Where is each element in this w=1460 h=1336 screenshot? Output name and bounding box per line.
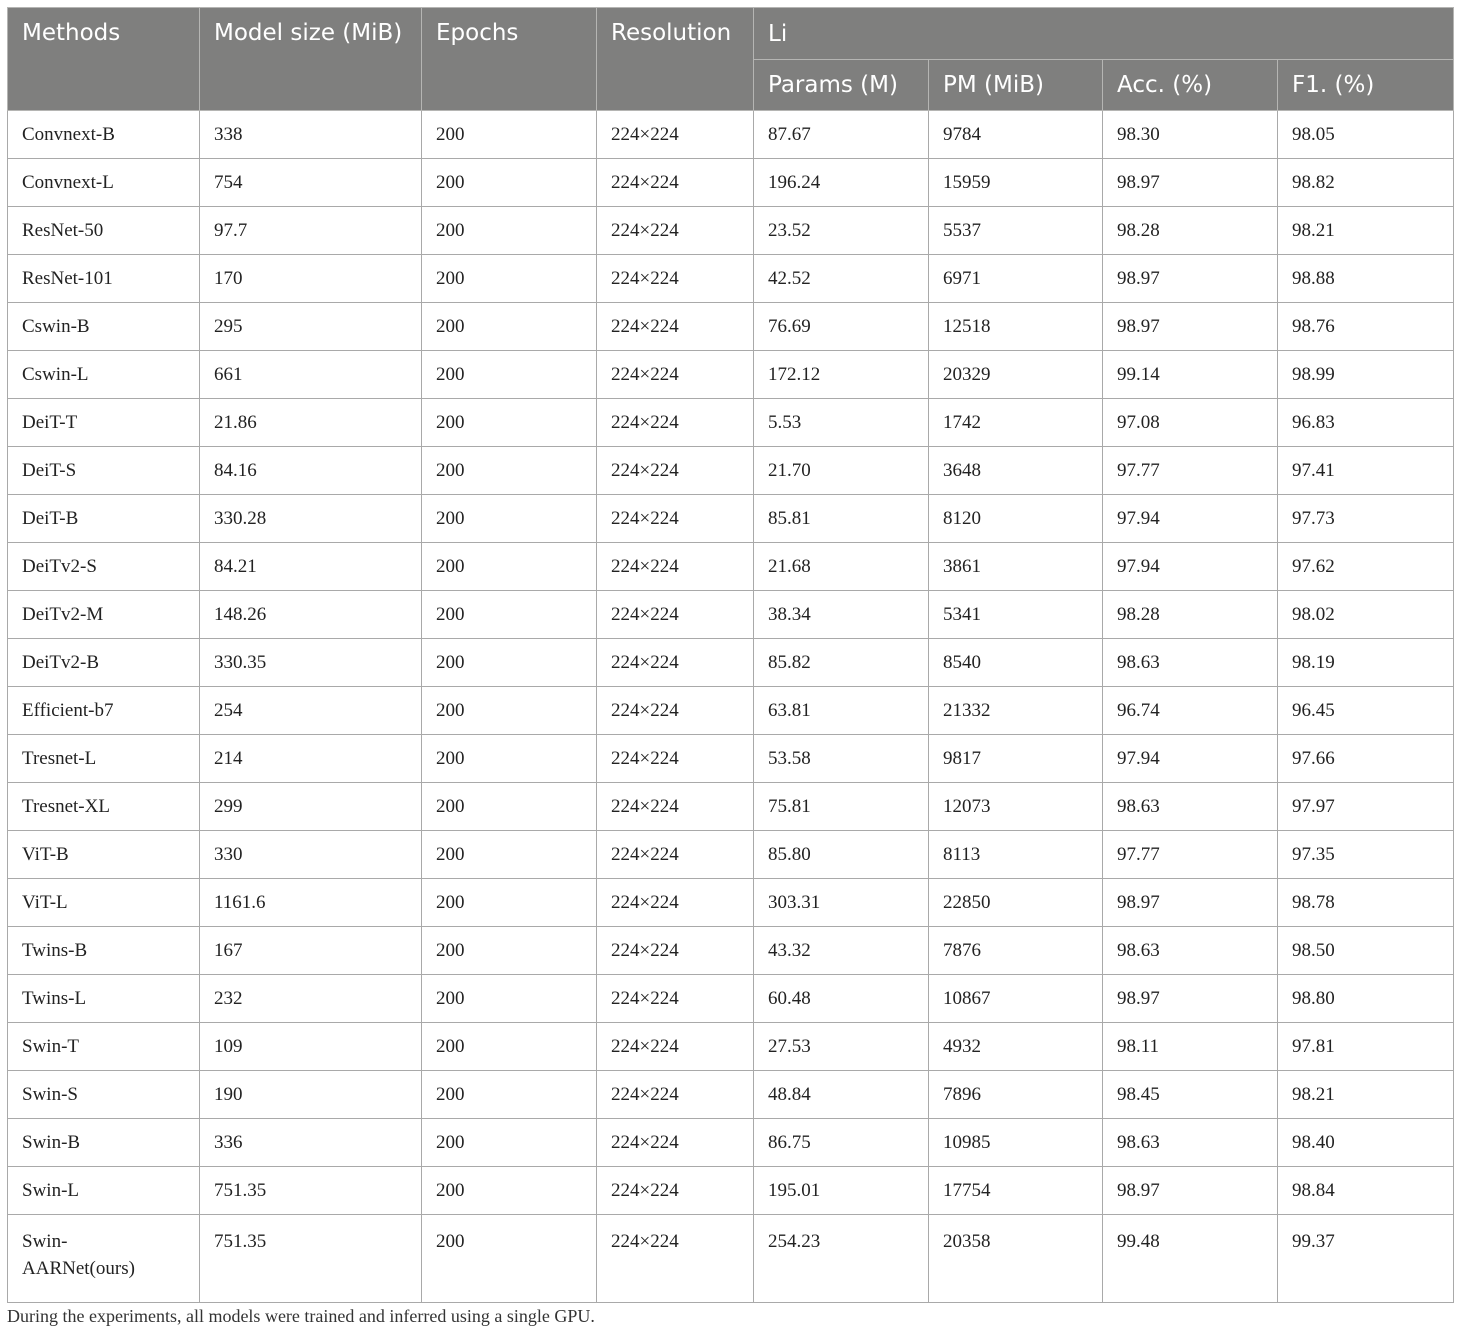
cell-params: 21.70 — [754, 447, 929, 495]
cell-resolution: 224×224 — [597, 543, 754, 591]
cell-resolution: 224×224 — [597, 831, 754, 879]
cell-acc: 98.97 — [1103, 879, 1278, 927]
cell-resolution: 224×224 — [597, 399, 754, 447]
cell-resolution: 224×224 — [597, 591, 754, 639]
cell-pm: 5341 — [929, 591, 1103, 639]
cell-epochs: 200 — [422, 879, 597, 927]
cell-acc: 98.11 — [1103, 1023, 1278, 1071]
cell-method: ResNet-50 — [8, 207, 200, 255]
cell-params: 48.84 — [754, 1071, 929, 1119]
header-acc: Acc. (%) — [1103, 60, 1278, 111]
cell-pm: 3861 — [929, 543, 1103, 591]
cell-pm: 4932 — [929, 1023, 1103, 1071]
table-row — [8, 735, 1454, 783]
cell-pm: 20358 — [929, 1215, 1103, 1303]
table-row — [8, 831, 1454, 879]
cell-model-size: 148.26 — [200, 591, 422, 639]
cell-pm: 21332 — [929, 687, 1103, 735]
cell-params: 86.75 — [754, 1119, 929, 1167]
cell-model-size: 232 — [200, 975, 422, 1023]
table-row — [8, 495, 1454, 543]
cell-resolution: 224×224 — [597, 207, 754, 255]
table-row — [8, 1119, 1454, 1167]
table-row — [8, 1167, 1454, 1215]
cell-pm: 22850 — [929, 879, 1103, 927]
cell-params: 172.12 — [754, 351, 929, 399]
cell-params: 254.23 — [754, 1215, 929, 1303]
cell-resolution: 224×224 — [597, 735, 754, 783]
cell-resolution: 224×224 — [597, 927, 754, 975]
results-table — [7, 7, 1454, 1303]
cell-method: Tresnet-L — [8, 735, 200, 783]
cell-f1: 96.83 — [1278, 399, 1454, 447]
cell-epochs: 200 — [422, 831, 597, 879]
cell-method: Swin- AARNet(ours) — [8, 1215, 200, 1303]
cell-pm: 8113 — [929, 831, 1103, 879]
cell-resolution: 224×224 — [597, 879, 754, 927]
cell-acc: 99.48 — [1103, 1215, 1278, 1303]
cell-method: ViT-B — [8, 831, 200, 879]
cell-acc: 99.14 — [1103, 351, 1278, 399]
cell-pm: 12073 — [929, 783, 1103, 831]
cell-acc: 98.97 — [1103, 255, 1278, 303]
cell-f1: 97.66 — [1278, 735, 1454, 783]
cell-method: Cswin-B — [8, 303, 200, 351]
cell-method: DeiT-S — [8, 447, 200, 495]
cell-method: Convnext-L — [8, 159, 200, 207]
cell-acc: 98.97 — [1103, 303, 1278, 351]
cell-method: Swin-L — [8, 1167, 200, 1215]
cell-epochs: 200 — [422, 1071, 597, 1119]
table-row — [8, 399, 1454, 447]
table-row — [8, 159, 1454, 207]
cell-f1: 97.41 — [1278, 447, 1454, 495]
cell-acc: 98.28 — [1103, 207, 1278, 255]
table-row — [8, 447, 1454, 495]
cell-pm: 15959 — [929, 159, 1103, 207]
cell-acc: 98.97 — [1103, 975, 1278, 1023]
cell-f1: 98.40 — [1278, 1119, 1454, 1167]
cell-epochs: 200 — [422, 927, 597, 975]
header-epochs: Epochs — [422, 8, 597, 111]
table-row — [8, 351, 1454, 399]
cell-method: Twins-B — [8, 927, 200, 975]
header-methods: Methods — [8, 8, 200, 111]
table-body — [8, 111, 1454, 1303]
cell-acc: 98.30 — [1103, 111, 1278, 159]
table-row — [8, 303, 1454, 351]
cell-f1: 98.19 — [1278, 639, 1454, 687]
cell-model-size: 170 — [200, 255, 422, 303]
table-row — [8, 927, 1454, 975]
cell-model-size: 330.35 — [200, 639, 422, 687]
cell-pm: 7896 — [929, 1071, 1103, 1119]
cell-model-size: 167 — [200, 927, 422, 975]
cell-pm: 10985 — [929, 1119, 1103, 1167]
cell-f1: 96.45 — [1278, 687, 1454, 735]
cell-model-size: 336 — [200, 1119, 422, 1167]
cell-params: 85.81 — [754, 495, 929, 543]
cell-f1: 98.05 — [1278, 111, 1454, 159]
cell-pm: 5537 — [929, 207, 1103, 255]
cell-model-size: 751.35 — [200, 1215, 422, 1303]
table-footnote: During the experiments, all models were trained and inferred using a single GPU. — [7, 1306, 595, 1326]
cell-params: 76.69 — [754, 303, 929, 351]
cell-method: Tresnet-XL — [8, 783, 200, 831]
cell-resolution: 224×224 — [597, 1119, 754, 1167]
cell-pm: 7876 — [929, 927, 1103, 975]
cell-resolution: 224×224 — [597, 495, 754, 543]
cell-model-size: 299 — [200, 783, 422, 831]
cell-acc: 98.63 — [1103, 927, 1278, 975]
cell-resolution: 224×224 — [597, 351, 754, 399]
cell-epochs: 200 — [422, 783, 597, 831]
cell-method: Swin-T — [8, 1023, 200, 1071]
cell-acc: 97.08 — [1103, 399, 1278, 447]
cell-acc: 97.94 — [1103, 735, 1278, 783]
cell-epochs: 200 — [422, 735, 597, 783]
table-row — [8, 255, 1454, 303]
cell-model-size: 84.16 — [200, 447, 422, 495]
cell-params: 38.34 — [754, 591, 929, 639]
table-row — [8, 687, 1454, 735]
cell-acc: 97.94 — [1103, 543, 1278, 591]
cell-method: Swin-S — [8, 1071, 200, 1119]
cell-method: DeiT-B — [8, 495, 200, 543]
table-row — [8, 111, 1454, 159]
cell-model-size: 754 — [200, 159, 422, 207]
cell-params: 75.81 — [754, 783, 929, 831]
cell-pm: 8540 — [929, 639, 1103, 687]
cell-acc: 97.77 — [1103, 447, 1278, 495]
cell-acc: 98.63 — [1103, 1119, 1278, 1167]
cell-f1: 97.35 — [1278, 831, 1454, 879]
cell-epochs: 200 — [422, 687, 597, 735]
cell-model-size: 109 — [200, 1023, 422, 1071]
cell-f1: 98.76 — [1278, 303, 1454, 351]
cell-model-size: 338 — [200, 111, 422, 159]
cell-params: 63.81 — [754, 687, 929, 735]
cell-method: DeiTv2-S — [8, 543, 200, 591]
cell-model-size: 751.35 — [200, 1167, 422, 1215]
cell-epochs: 200 — [422, 543, 597, 591]
cell-f1: 97.81 — [1278, 1023, 1454, 1071]
header-model-size: Model size (MiB) — [200, 8, 422, 111]
cell-method: Twins-L — [8, 975, 200, 1023]
table-row — [8, 1215, 1454, 1303]
cell-f1: 98.78 — [1278, 879, 1454, 927]
cell-resolution: 224×224 — [597, 1071, 754, 1119]
cell-resolution: 224×224 — [597, 1023, 754, 1071]
header-f1: F1. (%) — [1278, 60, 1454, 111]
cell-params: 60.48 — [754, 975, 929, 1023]
cell-method: DeiT-T — [8, 399, 200, 447]
cell-resolution: 224×224 — [597, 159, 754, 207]
cell-method: DeiTv2-M — [8, 591, 200, 639]
cell-model-size: 295 — [200, 303, 422, 351]
cell-params: 53.58 — [754, 735, 929, 783]
cell-resolution: 224×224 — [597, 255, 754, 303]
table-row — [8, 207, 1454, 255]
cell-resolution: 224×224 — [597, 783, 754, 831]
cell-epochs: 200 — [422, 1215, 597, 1303]
cell-resolution: 224×224 — [597, 687, 754, 735]
cell-resolution: 224×224 — [597, 1215, 754, 1303]
cell-epochs: 200 — [422, 1167, 597, 1215]
cell-method: ViT-L — [8, 879, 200, 927]
cell-epochs: 200 — [422, 207, 597, 255]
cell-resolution: 224×224 — [597, 639, 754, 687]
cell-f1: 98.82 — [1278, 159, 1454, 207]
cell-pm: 12518 — [929, 303, 1103, 351]
cell-epochs: 200 — [422, 591, 597, 639]
cell-f1: 98.99 — [1278, 351, 1454, 399]
cell-resolution: 224×224 — [597, 975, 754, 1023]
cell-pm: 9817 — [929, 735, 1103, 783]
cell-acc: 97.94 — [1103, 495, 1278, 543]
cell-model-size: 1161.6 — [200, 879, 422, 927]
cell-epochs: 200 — [422, 159, 597, 207]
cell-params: 27.53 — [754, 1023, 929, 1071]
cell-f1: 97.97 — [1278, 783, 1454, 831]
cell-method: Cswin-L — [8, 351, 200, 399]
cell-pm: 1742 — [929, 399, 1103, 447]
cell-params: 21.68 — [754, 543, 929, 591]
cell-pm: 9784 — [929, 111, 1103, 159]
header-params: Params (M) — [754, 60, 929, 111]
cell-acc: 98.97 — [1103, 159, 1278, 207]
cell-epochs: 200 — [422, 303, 597, 351]
cell-acc: 96.74 — [1103, 687, 1278, 735]
cell-epochs: 200 — [422, 639, 597, 687]
header-row-1 — [8, 8, 1454, 60]
cell-pm: 8120 — [929, 495, 1103, 543]
cell-epochs: 200 — [422, 447, 597, 495]
cell-model-size: 661 — [200, 351, 422, 399]
cell-params: 303.31 — [754, 879, 929, 927]
cell-epochs: 200 — [422, 495, 597, 543]
cell-resolution: 224×224 — [597, 111, 754, 159]
table-row — [8, 1071, 1454, 1119]
cell-f1: 99.37 — [1278, 1215, 1454, 1303]
cell-f1: 98.80 — [1278, 975, 1454, 1023]
table-row — [8, 1023, 1454, 1071]
cell-acc: 97.77 — [1103, 831, 1278, 879]
cell-params: 42.52 — [754, 255, 929, 303]
cell-params: 85.80 — [754, 831, 929, 879]
cell-f1: 98.50 — [1278, 927, 1454, 975]
cell-method: ResNet-101 — [8, 255, 200, 303]
cell-pm: 10867 — [929, 975, 1103, 1023]
table-row — [8, 783, 1454, 831]
cell-params: 5.53 — [754, 399, 929, 447]
cell-model-size: 330.28 — [200, 495, 422, 543]
cell-resolution: 224×224 — [597, 303, 754, 351]
cell-f1: 98.21 — [1278, 1071, 1454, 1119]
cell-model-size: 330 — [200, 831, 422, 879]
cell-model-size: 84.21 — [200, 543, 422, 591]
cell-pm: 17754 — [929, 1167, 1103, 1215]
cell-method: Swin-B — [8, 1119, 200, 1167]
cell-acc: 98.97 — [1103, 1167, 1278, 1215]
cell-params: 195.01 — [754, 1167, 929, 1215]
header-group-li: Li — [754, 8, 1454, 60]
cell-pm: 6971 — [929, 255, 1103, 303]
cell-f1: 98.88 — [1278, 255, 1454, 303]
cell-f1: 97.73 — [1278, 495, 1454, 543]
cell-f1: 98.84 — [1278, 1167, 1454, 1215]
cell-f1: 98.02 — [1278, 591, 1454, 639]
cell-epochs: 200 — [422, 975, 597, 1023]
table-row — [8, 879, 1454, 927]
cell-params: 43.32 — [754, 927, 929, 975]
cell-params: 23.52 — [754, 207, 929, 255]
cell-params: 85.82 — [754, 639, 929, 687]
cell-acc: 98.28 — [1103, 591, 1278, 639]
cell-epochs: 200 — [422, 255, 597, 303]
cell-model-size: 21.86 — [200, 399, 422, 447]
cell-params: 196.24 — [754, 159, 929, 207]
cell-epochs: 200 — [422, 399, 597, 447]
cell-pm: 3648 — [929, 447, 1103, 495]
header-resolution: Resolution — [597, 8, 754, 111]
header-pm: PM (MiB) — [929, 60, 1103, 111]
cell-f1: 97.62 — [1278, 543, 1454, 591]
cell-method: Efficient-b7 — [8, 687, 200, 735]
cell-method: DeiTv2-B — [8, 639, 200, 687]
cell-resolution: 224×224 — [597, 1167, 754, 1215]
cell-epochs: 200 — [422, 1023, 597, 1071]
cell-epochs: 200 — [422, 351, 597, 399]
cell-model-size: 190 — [200, 1071, 422, 1119]
table-row — [8, 975, 1454, 1023]
cell-f1: 98.21 — [1278, 207, 1454, 255]
cell-epochs: 200 — [422, 1119, 597, 1167]
cell-acc: 98.63 — [1103, 783, 1278, 831]
cell-acc: 98.45 — [1103, 1071, 1278, 1119]
cell-model-size: 254 — [200, 687, 422, 735]
cell-model-size: 214 — [200, 735, 422, 783]
cell-pm: 20329 — [929, 351, 1103, 399]
cell-params: 87.67 — [754, 111, 929, 159]
cell-acc: 98.63 — [1103, 639, 1278, 687]
table-row — [8, 639, 1454, 687]
table-row — [8, 591, 1454, 639]
cell-epochs: 200 — [422, 111, 597, 159]
cell-model-size: 97.7 — [200, 207, 422, 255]
table-row — [8, 543, 1454, 591]
cell-resolution: 224×224 — [597, 447, 754, 495]
cell-method: Convnext-B — [8, 111, 200, 159]
